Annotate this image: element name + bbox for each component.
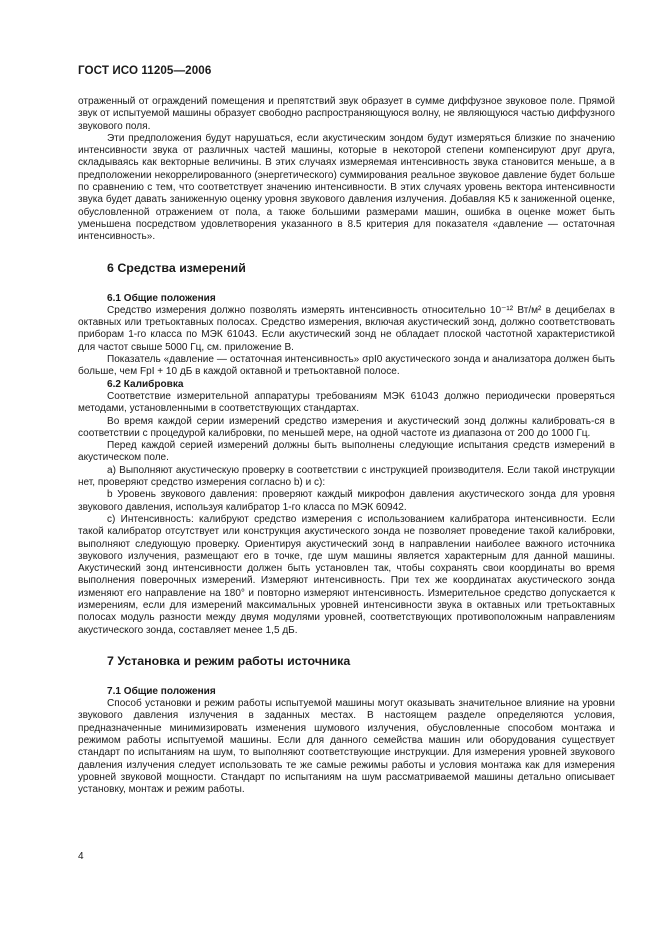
paragraph: Перед каждой серией измерений должны быть выполнены следующие испытания средств измерений в акустическом поле. (78, 440, 615, 464)
paragraph: Эти предположения будут нарушаться, если акустическим зондом будут измеряться близкие по значению интенсивности звука от различных частей машины, которые в некоторой степени компенсируют друг друга, складываясь как векторные величины. В этих случаях измеряемая интенсивность звука становится меньше, а в предположении некоррелированного (энергетического) суммирования реальное звуковое давление будет больше по сравнению с тем, что соответствует значению интенсивности. В этих случаях уровень вектора интенсивности звука будет давать заниженную оценку уровня звукового давления излучения. Добавляя K5 к заниженной оценке, обусловленной отражением от пола, а также большими размерами машин, ошибка в оценке может быть уменьшена посредством удовлетворения указанного в 8.5 критерия для показателя «давление — остаточная интенсивность». (78, 132, 615, 243)
paragraph: Во время каждой серии измерений средство измерения и акустический зонд должны калибровать-ся в соответствии с процедурой калибровки, по меньшей мере, на одной частоте из диапазона от 200 до 1000 Гц. (78, 415, 615, 439)
subsection-6-2-title: 6.2 Калибровка (107, 378, 184, 390)
section-7-title: 7 Установка и режим работы источника (107, 653, 351, 668)
paragraph: отраженный от ограждений помещения и препятствий звук образует в сумме диффузное звуковое поле. Прямой звук от испытуемой машины образует свободно распространяющуюся волну, не являющуюся частью диффузного звукового поля. (78, 96, 615, 132)
paragraph: Способ установки и режим работы испытуемой машины могут оказывать значительное влияние на уровни звукового давления излучения в заданных местах. В настоящем разделе определяются условия, предназначенные минимизировать изменения шумового излучения, обусловленные способом монтажа и режимом работы испытуемой машины. Если для данного семейства машин или оборудования существует стандарт по испытаниям на шум, то выполняют соответствующие инструкции. Для измерения уровней звукового давления излучения следует использовать те же самые режимы работы и условия монтажа как для измерения уровней звуковой мощности. Стандарт по испытаниям на шум рассматриваемой машины детально описывает установку, монтаж и режим работы. (78, 698, 615, 796)
list-item: c) Интенсивность: калибруют средство измерения с использованием калибратора интенсивности. Если такой калибратор отсутствует или конструкция акустического зонда не позволяет проведение такой калибровки, выполняют следующую проверку. Ориентируя акустический зонд в направлении наиболее важного источника звукового излучения, размещают его в точке, где шум машины является характерным для данной машины. Акустический зонд интенсивности должен быть установлен так, чтобы сохранять свои координаты во время выполнения поверочных измерений. Измеряют интенсивность. При тех же координатах акустического зонда изменяют его направление на 180° и повторно измеряют интенсивность. Измерительное средство допускается к измерениям, если для измерений максимальных уровней интенсивности звука в октавных или третьоктавных полосах модуль разности между двумя модулями уровней, соответствующих противоположным направлениям акустического зонда, составляет менее 1,5 дБ. (78, 513, 615, 636)
document-body (78, 96, 615, 797)
list-item: b Уровень звукового давления: проверяют каждый микрофон давления акустического зонда для уровня звукового давления, используя калибратор 1-го класса по МЭК 60942. (78, 489, 615, 513)
section-6-title: 6 Средства измерений (107, 260, 246, 275)
paragraph: Показатель «давление — остаточная интенсивность» σpI0 акустического зонда и анализатора должен быть больше, чем FpI + 10 дБ в каждой октавной и третьоктавной полосе. (78, 354, 615, 378)
document-header: ГОСТ ИСО 11205—2006 (78, 64, 212, 77)
paragraph: Средство измерения должно позволять измерять интенсивность относительно 10⁻¹² Вт/м² в децибелах в октавных или третьоктавных полосах. Средство измерения, включая акустический зонд, должно соответствовать приборам 1-го класса по МЭК 61043. Если акустический зонд не обладает плоской частотной характеристикой для частот свыше 5000 Гц, см. приложение В. (78, 304, 615, 353)
subsection-6-1-title: 6.1 Общие положения (107, 292, 216, 304)
list-item: a) Выполняют акустическую проверку в соответствии с инструкцией производителя. Если такой инструкции нет, проверяют средство измерения согласно b) и c): (78, 464, 615, 489)
paragraph: Соответствие измерительной аппаратуры требованиям МЭК 61043 должно периодически проверяться методами, установленными в соответствующих стандартах. (78, 390, 615, 415)
subsection-7-1-title: 7.1 Общие положения (107, 685, 216, 697)
page-number: 4 (78, 851, 84, 862)
